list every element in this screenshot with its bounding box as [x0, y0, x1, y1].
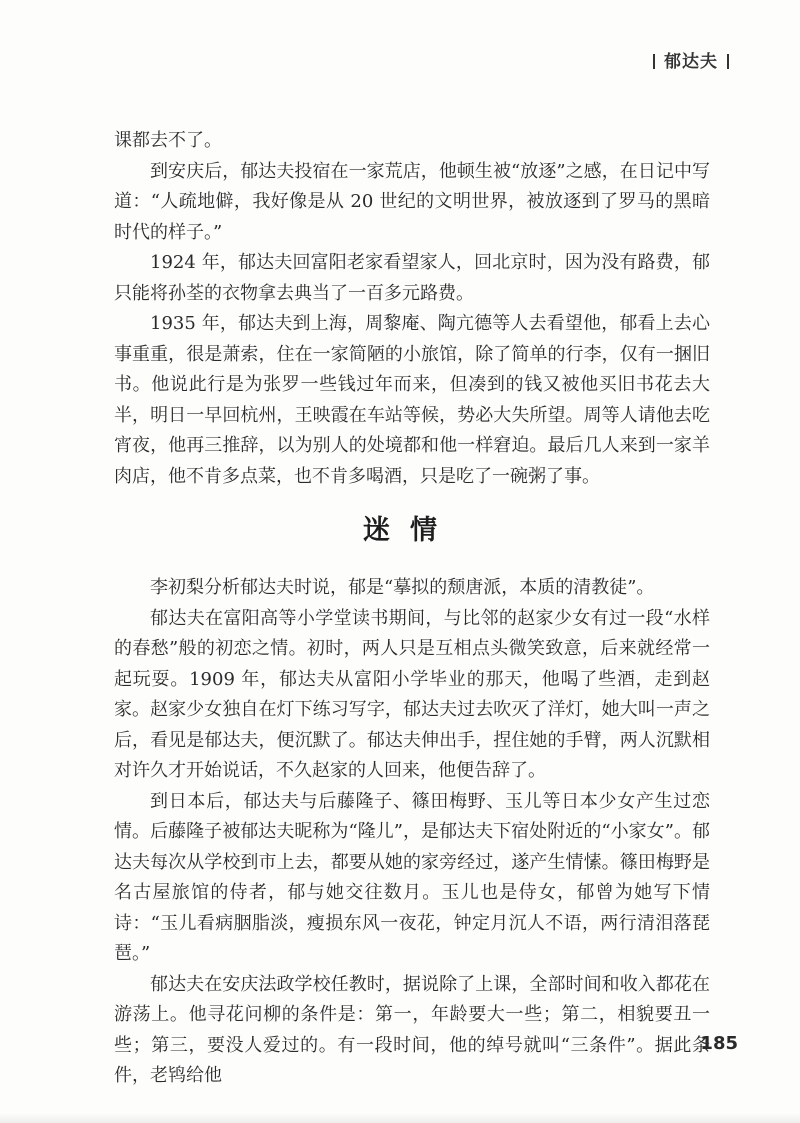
header-divider-left — [653, 54, 655, 69]
header-divider-right — [727, 54, 729, 69]
paragraph: 1924 年，郁达夫回富阳老家看望家人，回北京时，因为没有路费，郁只能将孙荃的衣物拿去典当了一百多元路费。 — [114, 252, 710, 304]
paragraph: 到日本后，郁达夫与后藤隆子、篠田梅野、玉儿等日本少女产生过恋情。后藤隆子被郁达夫昵称为“隆儿”，是郁达夫下宿处附近的“小家女”。郁达夫每次从学校到市上去，都要从她的家旁经过，遂产生情愫。篠田梅野是名古屋旅馆的侍者，郁与她交往数月。玉儿也是侍女，郁曾为她写下情诗：“玉儿看病胭脂淡，瘦损东风一夜花，钟定月沉人不语，两行清泪落琵琶。” — [114, 790, 710, 964]
paragraph: 郁达夫在富阳高等小学堂读书期间，与比邻的赵家少女有过一段“水样的春愁”般的初恋之情。初时，两人只是互相点头微笑致意，后来就经常一起玩耍。1909 年，郁达夫从富阳小学毕业的那天，他喝了些酒，走到赵家。赵家少女独自在灯下练习写字，郁达夫过去吹灭了洋灯，她大叫一声之后，看见是郁达夫，便沉默了。郁达夫伸出手，捏住她的手臂，两人沉默相对许久才开始说话，不久赵家的人回来，他便告辞了。 — [114, 607, 710, 781]
running-header — [644, 47, 738, 72]
paragraph: 李初梨分析郁达夫时说，郁是“摹拟的颓唐派，本质的清教徒”。 — [150, 577, 655, 598]
scan-edge-shadow — [0, 1113, 800, 1123]
page-number: 185 — [700, 1033, 738, 1054]
running-header-title: 郁达夫 — [664, 52, 718, 72]
paragraph: 到安庆后，郁达夫投宿在一家荒店，他顿生被“放逐”之感，在日记中写道：“人疏地僻，我好像是从 20 世纪的文明世界，被放逐到了罗马的黑暗时代的样子。” — [114, 160, 710, 243]
paragraph: 1935 年，郁达夫到上海，周黎庵、陶亢德等人去看望他，郁看上去心事重重，很是萧索，住在一家简陋的小旅馆，除了简单的行李，仅有一捆旧书。他说此行是为张罗一些钱过年而来，但凑到的钱又被他买旧书花去大半，明日一早回杭州，王映霞在车站等候，势必大失所望。周等人请他去吃宵夜，他再三推辞，以为别人的处境都和他一样窘迫。最后几人来到一家羊肉店，他不肯多点菜，也不肯多喝酒，只是吃了一碗粥了事。 — [114, 313, 710, 487]
text-block-section-body — [114, 573, 710, 1092]
paragraph: 郁达夫在安庆法政学校任教时，据说除了上课，全部时间和收入都花在游荡上。他寻花问柳的条件是：第一，年龄要大一些；第二，相貌要丑一些；第三，要没人爱过的。有一段时间，他的绰号就叫“三条件”。据此条件，老鸨给他 — [114, 973, 710, 1086]
text-block-before-section — [114, 126, 710, 492]
paragraph: 课都去不了。 — [114, 130, 222, 151]
section-title: 迷情 — [363, 515, 457, 546]
